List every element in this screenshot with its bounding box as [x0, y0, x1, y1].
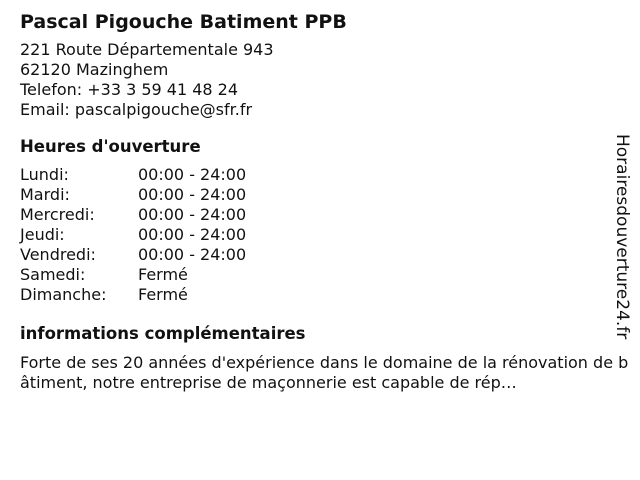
time-value: Fermé	[138, 265, 188, 284]
address-line-1: 221 Route Départementale 943	[20, 40, 274, 59]
time-value: 00:00 - 24:00	[138, 245, 247, 264]
time-value: 00:00 - 24:00	[138, 185, 247, 204]
info-description: Forte de ses 20 années d'expérience dans le domaine de la rénovation de bâtiment, notre entreprise de maçonnerie est capable de rép…	[20, 353, 629, 392]
day-label: Samedi:	[20, 265, 86, 284]
hours-row-monday	[20, 165, 620, 185]
day-label: Lundi:	[20, 165, 69, 184]
hours-row-thursday	[20, 225, 620, 245]
time-value: 00:00 - 24:00	[138, 205, 247, 224]
hours-row-wednesday	[20, 205, 620, 225]
day-label: Vendredi:	[20, 245, 96, 264]
hours-row-friday	[20, 245, 620, 265]
email-line: Email: pascalpigouche@sfr.fr	[20, 100, 253, 119]
contact-block	[20, 40, 620, 120]
phone-line: Telefon: +33 3 59 41 48 24	[20, 80, 239, 99]
hours-row-tuesday	[20, 185, 620, 205]
day-label: Mercredi:	[20, 205, 95, 224]
time-value: 00:00 - 24:00	[138, 225, 247, 244]
site-watermark: Horairesdouverture24.fr	[612, 134, 632, 340]
time-value: 00:00 - 24:00	[138, 165, 247, 184]
time-value: Fermé	[138, 285, 188, 304]
day-label: Dimanche:	[20, 285, 107, 304]
hours-row-sunday	[20, 285, 620, 305]
business-name: Pascal Pigouche Batiment PPB	[20, 11, 347, 33]
day-label: Jeudi:	[20, 225, 65, 244]
day-label: Mardi:	[20, 185, 70, 204]
hours-row-saturday	[20, 265, 620, 285]
info-heading: informations complémentaires	[20, 324, 306, 343]
address-line-2: 62120 Mazinghem	[20, 60, 169, 79]
hours-table	[20, 165, 620, 305]
hours-heading: Heures d'ouverture	[20, 137, 201, 156]
